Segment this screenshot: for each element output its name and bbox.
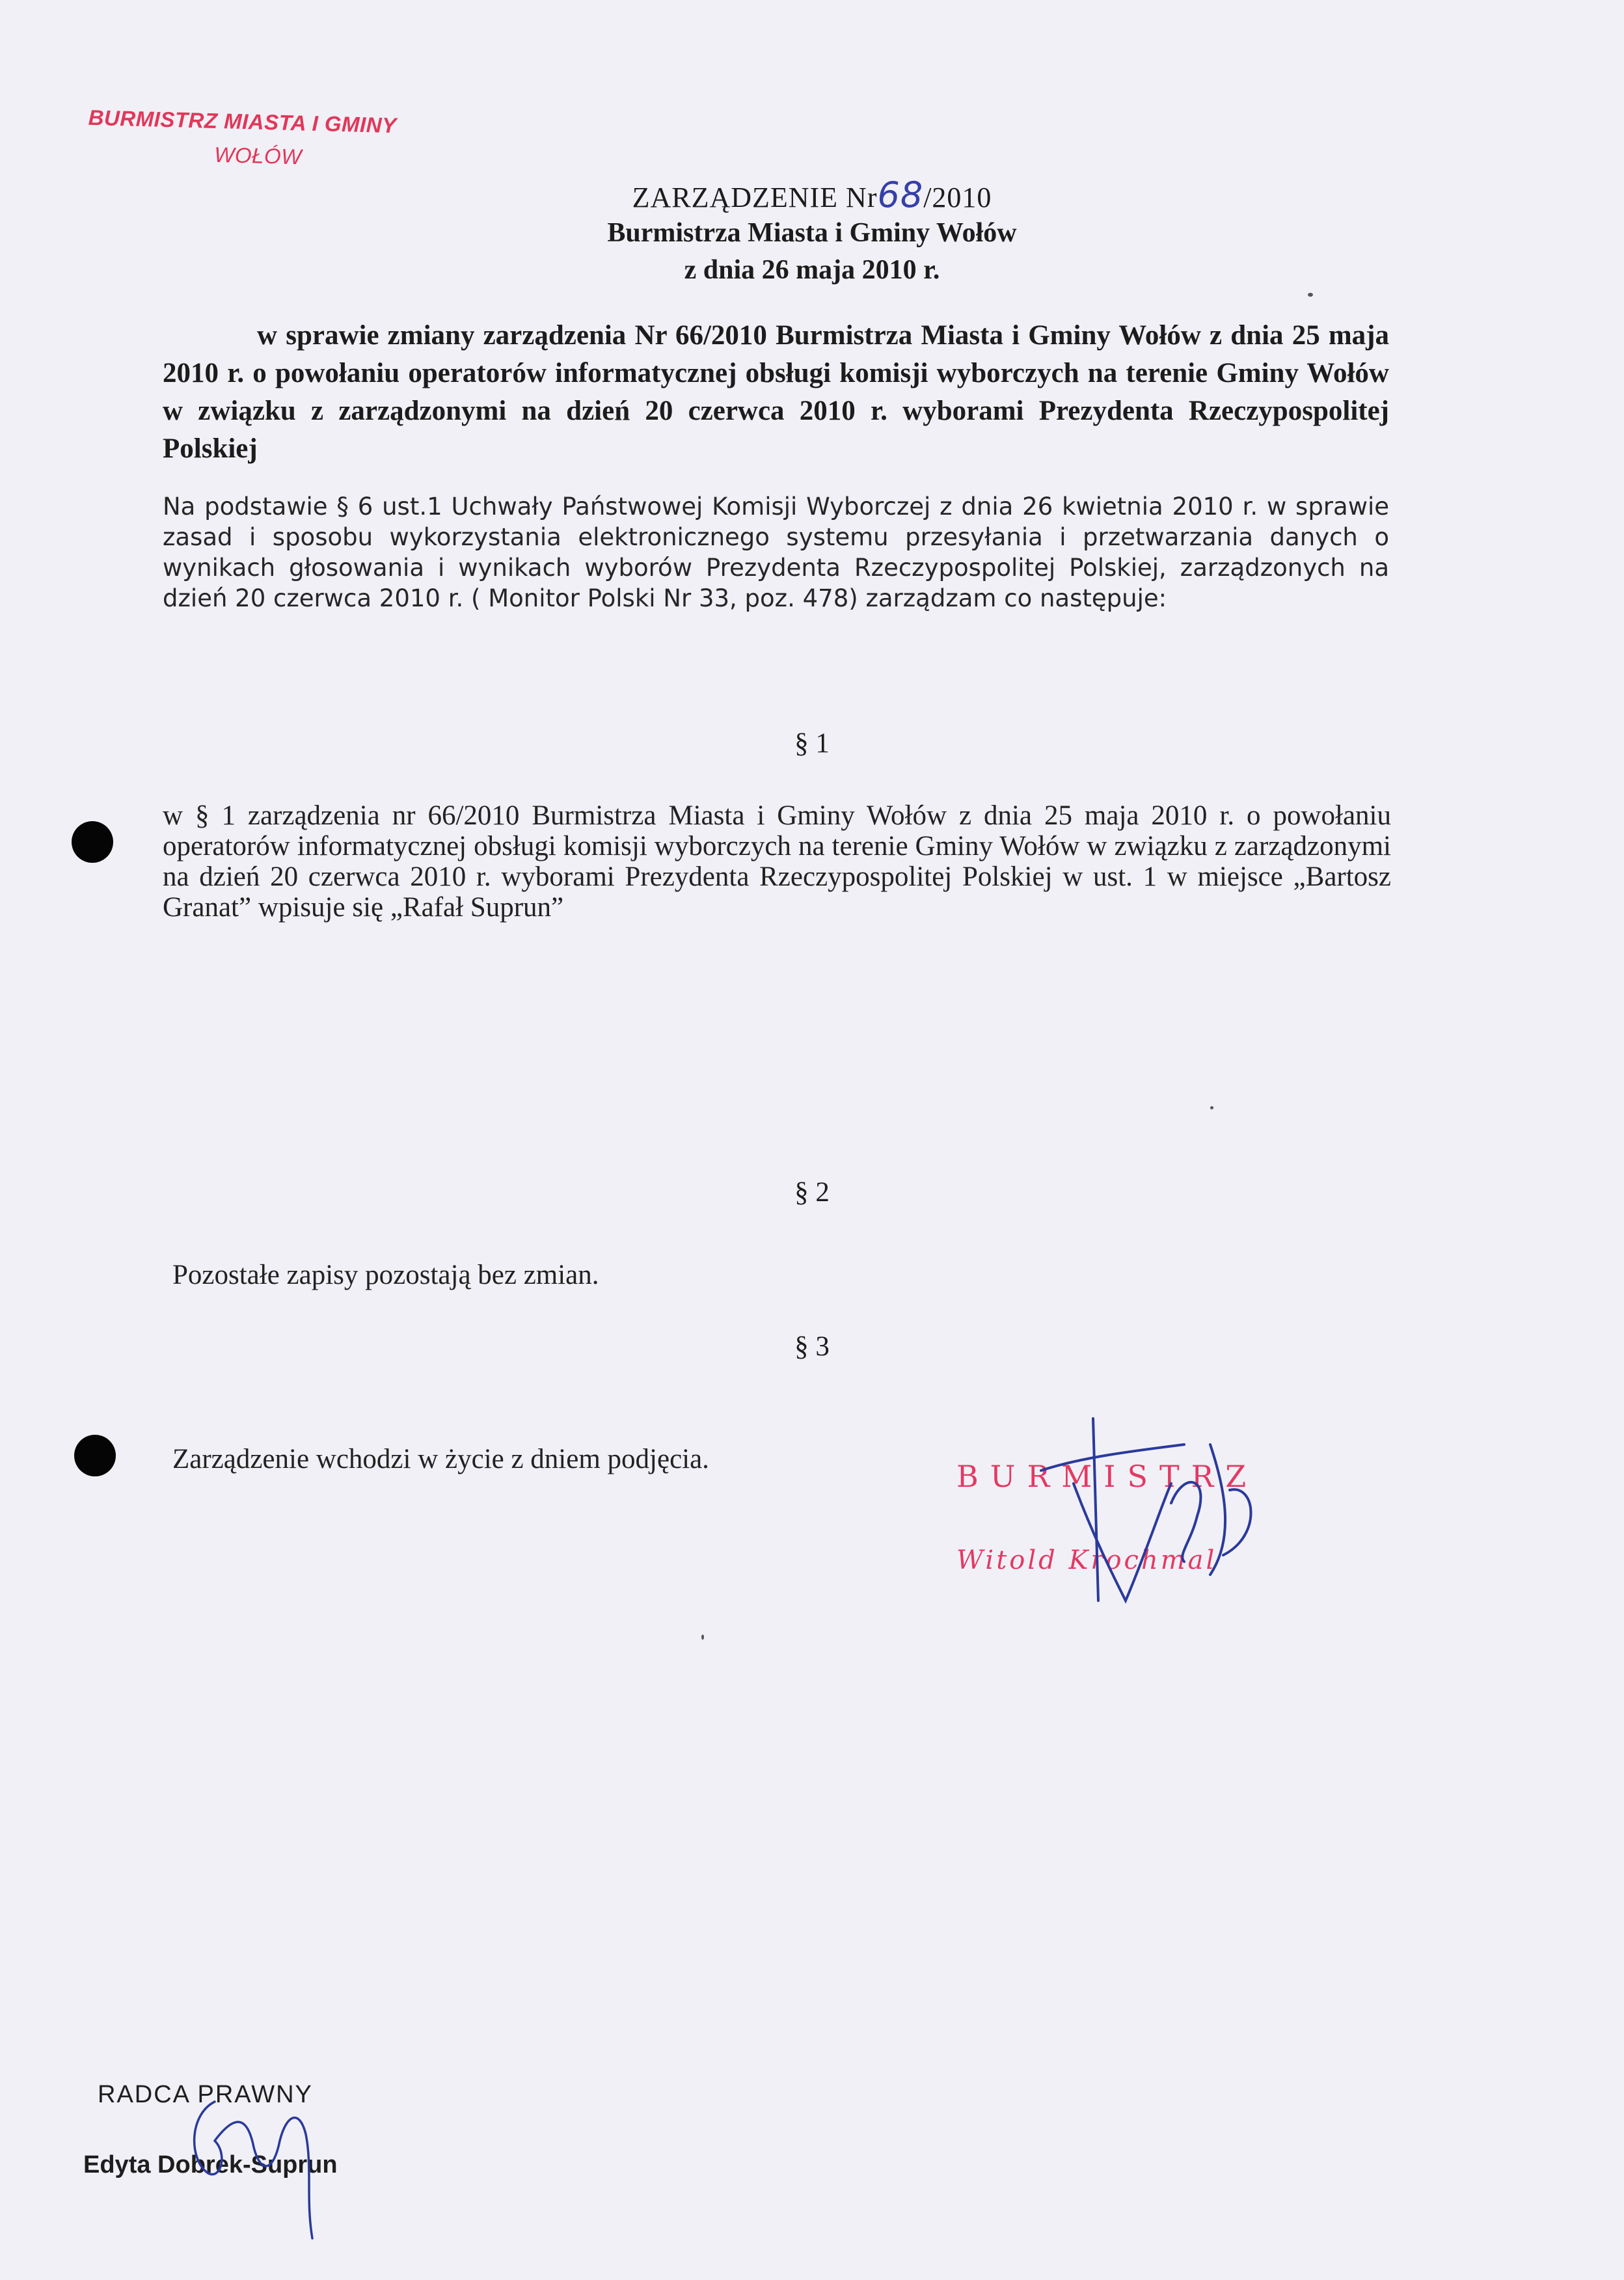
section-2-text: Pozostałe zapisy pozostają bez zmian.	[172, 1260, 599, 1290]
punch-hole	[72, 821, 113, 863]
section-3-heading: § 3	[794, 1331, 830, 1362]
scan-speck	[701, 1635, 704, 1640]
document-title	[0, 174, 1624, 215]
section-2-heading: § 2	[794, 1177, 830, 1208]
legal-basis: Na podstawie § 6 ust.1 Uchwały Państwowej Komisji Wyborczej z dnia 26 kwietnia 2010 r. w sprawie zasad i sposobu wykorzystania elektronicznego systemu przesyłania i przetwarzania danych o wynikach głosowania i wynikach wyborów Prezydenta Rzeczypospolitej Polskiej, zarządzonych na dzień 20 czerwca 2010 r. ( Monitor Polski Nr 33, poz. 478) zarządzam co następuje:	[163, 493, 1389, 612]
document-date: z dnia 26 maja 2010 r.	[684, 255, 940, 285]
scan-speck	[1308, 293, 1313, 297]
handwritten-signature	[1015, 1405, 1275, 1620]
handwritten-number: 68	[877, 174, 924, 215]
punch-hole	[74, 1435, 116, 1476]
office-stamp-line1: BURMISTRZ MIASTA I GMINY	[88, 105, 398, 138]
section-1-heading: § 1	[794, 728, 830, 759]
legal-counsel-signature	[176, 2076, 345, 2245]
document-subject: w sprawie zmiany zarządzenia Nr 66/2010 Burmistrza Miasta i Gminy Wołów z dnia 25 maja 2010 r. o powołaniu operatorów informatycznej obsługi komisji wyborczych na terenie Gminy Wołów w związku z zarządzonymi na dzień 20 czerwca 2010 r. wyborami Prezydenta Rzeczypospolitej Polskiej	[163, 320, 1389, 464]
legal-counsel-title: RADCA PRAWNY	[98, 2081, 313, 2108]
office-stamp	[87, 105, 397, 172]
scan-speck	[1210, 1106, 1213, 1109]
section-1-text: w § 1 zarządzenia nr 66/2010 Burmistrza Miasta i Gminy Wołów z dnia 25 maja 2010 r. o powołaniu operatorów informatycznej obsługi komisji wyborczych na terenie Gminy Wołów w związku z zarządzonymi na dzień 20 czerwca 2010 r. wyborami Prezydenta Rzeczypospolitej Polskiej w ust. 1 w miejsce „Bartosz Granat” wpisuje się „Rafał Suprun”	[163, 800, 1391, 923]
title-prefix: ZARZĄDZENIE Nr	[632, 182, 878, 213]
office-stamp-line2: WOŁÓW	[213, 142, 303, 169]
document-issuer: Burmistrza Miasta i Gminy Wołów	[607, 218, 1017, 248]
signature-stamp-name: Witold Krochmal	[956, 1545, 1217, 1575]
signature-stamp-title: BURMISTRZ	[956, 1459, 1258, 1494]
title-suffix: /2010	[923, 182, 992, 213]
section-3-text: Zarządzenie wchodzi w życie z dniem podjęcia.	[172, 1444, 709, 1474]
legal-counsel-name: Edyta Dobrek-Suprun	[83, 2151, 338, 2178]
